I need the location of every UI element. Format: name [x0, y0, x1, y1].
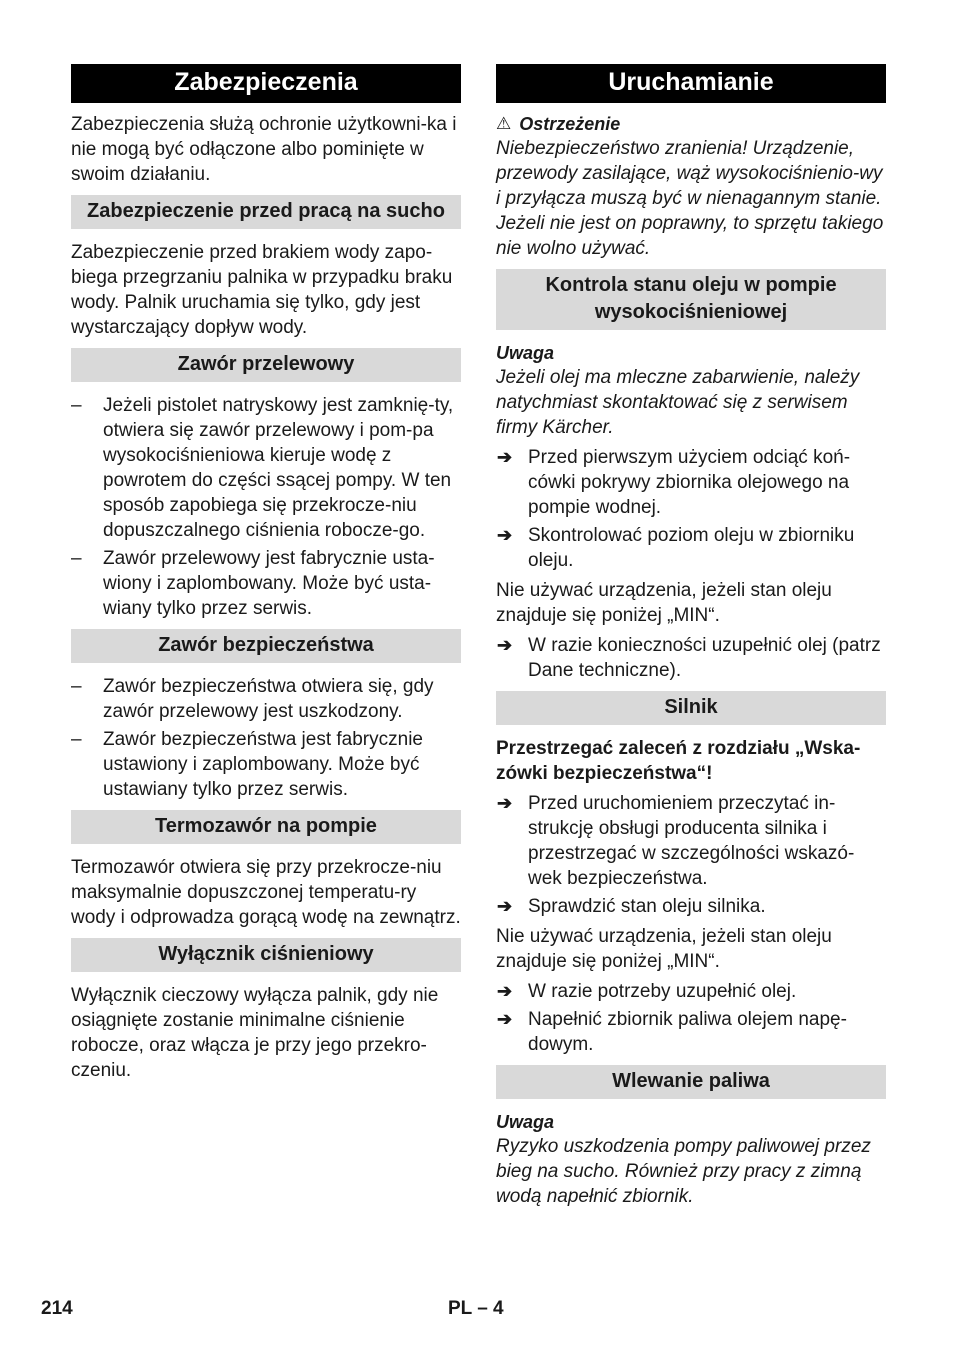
arrow-right-icon: ➔ [497, 525, 513, 545]
page-number: 214 [41, 1298, 73, 1319]
dash-marker: – [71, 548, 82, 569]
section-title-safety: Zabezpieczenia [71, 64, 461, 103]
engine-oil-min-text: Nie używać urządzenia, jeżeli stan oleju znajduje się poniżej „MIN“. [496, 926, 832, 972]
warning-label: ⚠ Ostrzeżenie [496, 114, 621, 134]
step-item: ➔ W razie konieczności uzupełnić olej (patrz Dane techniczne). [497, 635, 881, 681]
left-column [71, 64, 461, 1088]
arrow-right-icon: ➔ [497, 793, 513, 813]
engine-steps [496, 791, 886, 919]
engine-steps-2 [496, 979, 886, 1057]
step-item: ➔ Skontrolować poziom oleju w zbiorniku oleju. [497, 525, 855, 571]
overflow-valve-list [71, 393, 461, 621]
heading-safety-valve: Zawór bezpieczeństwa [71, 629, 461, 663]
list-item: – Zawór bezpieczeństwa otwiera się, gdy zawór przelewowy jest uszkodzony. [71, 676, 434, 722]
list-item: – Jeżeli pistolet natryskowy jest zamknię-ty, otwiera się zawór przelewowy i pom-pa wysokociśnieniowa kieruje wodę z powrotem do części ssącej pompy. W ten sposób zapobiega się przekrocze-niu dopuszczalnego ciśnienia robocze-go. [71, 395, 454, 541]
step-item: ➔ Napełnić zbiornik paliwa olejem napę-dowym. [497, 1009, 847, 1055]
list-item: – Zawór bezpieczeństwa jest fabrycznie ustawiony i zaplombowany. Może być ustawiany tylko przez serwis. [71, 729, 423, 800]
step-item: ➔ Sprawdzić stan oleju silnika. [497, 896, 766, 917]
safety-intro: Zabezpieczenia służą ochronie użytkowni-ka i nie mogą być odłączone albo pominięte w swoim działaniu. [71, 114, 457, 185]
dash-marker: – [71, 395, 82, 416]
arrow-right-icon: ➔ [497, 447, 513, 467]
safety-valve-list [71, 674, 461, 802]
heading-engine: Silnik [496, 691, 886, 725]
list-item: – Zawór przelewowy jest fabrycznie usta-wiony i zaplombowany. Może być usta-wiany tylko przez serwis. [71, 548, 435, 619]
heading-oil-check: Kontrola stanu oleju w pompie wysokociśnieniowej [496, 269, 886, 330]
warning-text: Niebezpieczeństwo zranienia! Urządzenie, przewody zasilające, wąż wysokociśnienio-wy i przyłącza muszą być w nienagannym stanie. Jeżeli nie jest on poprawny, to sprzętu takiego nie wolno używać. [496, 138, 884, 259]
oil-check-steps [496, 445, 886, 573]
fuel-note-text: Ryzyko uszkodzenia pompy paliwowej przez bieg na sucho. Również przy pracy z zimną wodą napełnić zbiornik. [496, 1136, 871, 1207]
oil-check-steps-2 [496, 633, 886, 683]
heading-pressure-switch: Wyłącznik ciśnieniowy [71, 938, 461, 972]
heading-overflow-valve: Zawór przelewowy [71, 348, 461, 382]
note-label: Uwaga [496, 1112, 555, 1132]
heading-thermo-valve: Termozawór na pompie [71, 810, 461, 844]
step-item: ➔ W razie potrzeby uzupełnić olej. [497, 981, 797, 1002]
arrow-right-icon: ➔ [497, 1009, 513, 1029]
arrow-right-icon: ➔ [497, 981, 513, 1001]
engine-safety-notice: Przestrzegać zaleceń z rozdziału „Wska-zówki bezpieczeństwa“! [496, 738, 861, 784]
thermo-valve-text: Termozawór otwiera się przy przekrocze-niu maksymalnie dopuszczonej temperatu-ry wody i odprowadza gorącą wodę na zewnątrz. [71, 857, 461, 928]
oil-min-text: Nie używać urządzenia, jeżeli stan oleju znajduje się poniżej „MIN“. [496, 580, 832, 626]
language-page-indicator: PL – 4 [448, 1298, 504, 1319]
dry-run-text: Zabezpieczenie przed brakiem wody zapo-biega przegrzaniu palnika w przypadku braku wody. Palnik uruchamia się tylko, gdy jest wystarczający dopływ wody. [71, 242, 453, 338]
right-column [496, 64, 886, 1214]
pressure-switch-text: Wyłącznik cieczowy wyłącza palnik, gdy nie osiągnięte zostanie minimalne ciśnienie robocze, oraz włącza je przy jego przekro-czeniu. [71, 985, 439, 1081]
warning-triangle-icon: ⚠ [496, 114, 512, 133]
note-label: Uwaga [496, 343, 555, 363]
step-item: ➔ Przed uruchomieniem przeczytać in-strukcję obsługi producenta silnika i przestrzegać w szczególności wskazó-wek bezpieczeństwa. [497, 793, 855, 889]
dash-marker: – [71, 676, 82, 697]
section-title-startup: Uruchamianie [496, 64, 886, 103]
step-item: ➔ Przed pierwszym użyciem odciąć koń-cówki pokrywy zbiornika olejowego na pompie wodnej. [497, 447, 851, 518]
heading-fuel-filling: Wlewanie paliwa [496, 1065, 886, 1099]
note-text: Jeżeli olej ma mleczne zabarwienie, należy natychmiast skontaktować się z serwisem firmy Kärcher. [496, 367, 860, 438]
dash-marker: – [71, 729, 82, 750]
arrow-right-icon: ➔ [497, 896, 513, 916]
arrow-right-icon: ➔ [497, 635, 513, 655]
heading-dry-run-protection: Zabezpieczenie przed pracą na sucho [71, 195, 461, 229]
